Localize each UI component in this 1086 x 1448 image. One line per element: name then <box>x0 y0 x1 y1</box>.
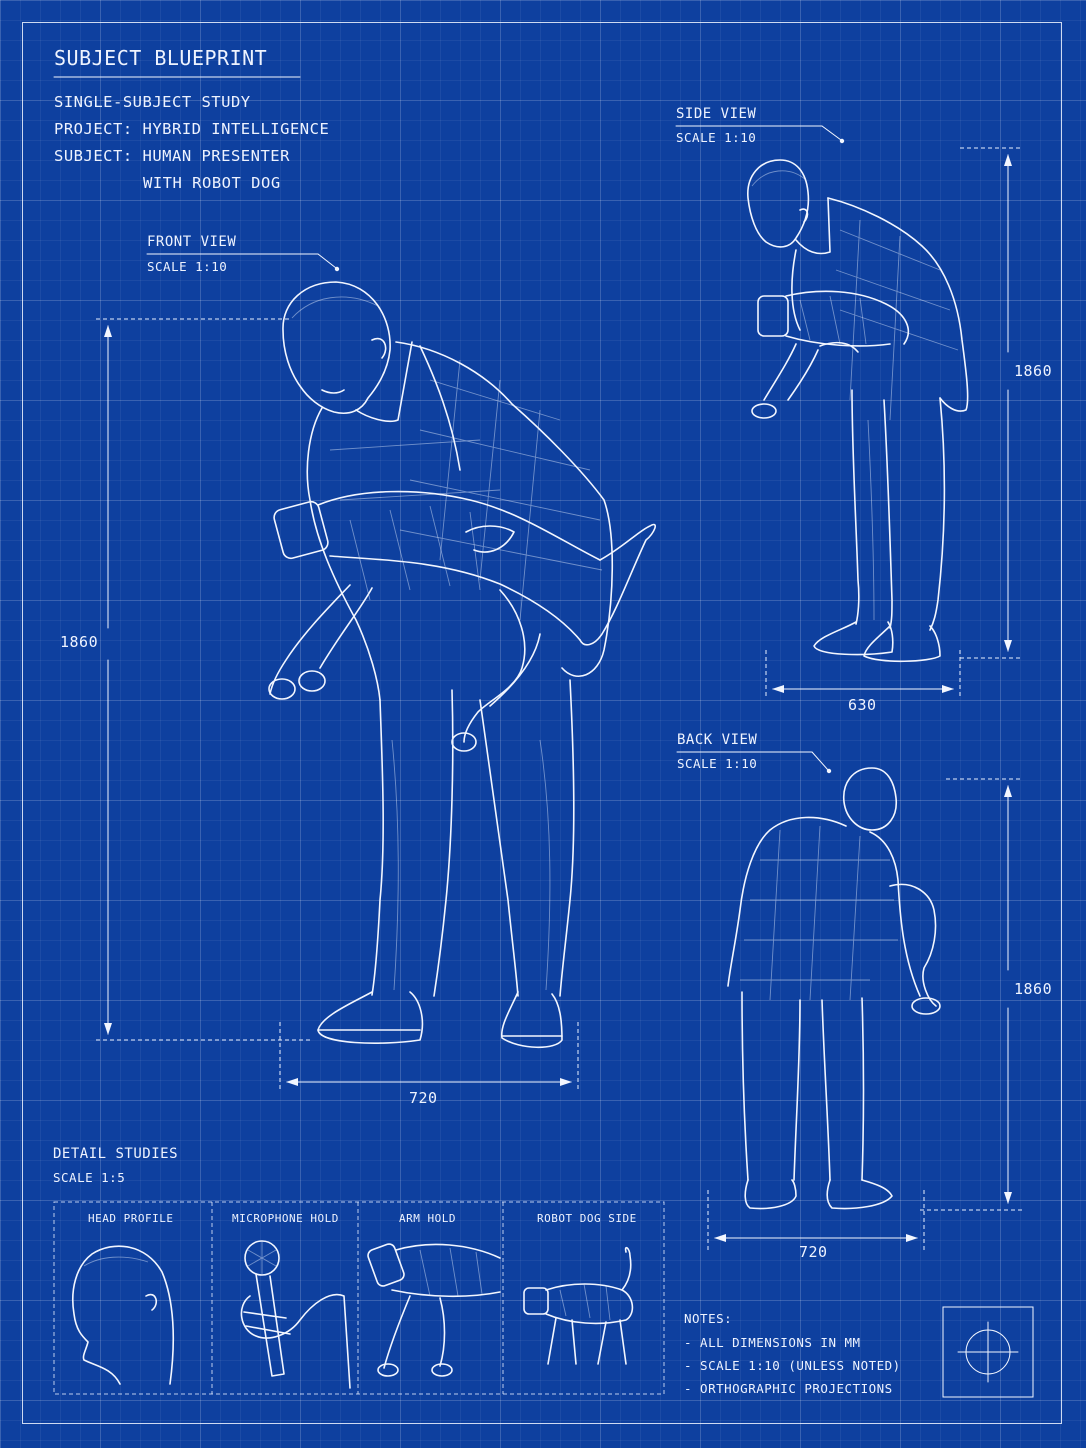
detail-studies-scale: SCALE 1:5 <box>53 1170 126 1185</box>
side-view-figure <box>748 160 968 661</box>
head-profile-sketch <box>73 1246 173 1384</box>
page-title: SUBJECT BLUEPRINT <box>54 46 268 70</box>
front-view-leader <box>147 254 339 271</box>
front-height-dimension: 1860 <box>60 633 99 651</box>
meta-line-study: SINGLE-SUBJECT STUDY <box>54 93 251 111</box>
front-view-label: FRONT VIEW <box>147 234 237 250</box>
back-view-scale: SCALE 1:10 <box>677 756 758 771</box>
side-width-dimension: 630 <box>848 696 877 714</box>
side-view-label: SIDE VIEW <box>676 106 757 122</box>
panel-robot-dog-side-label: ROBOT DOG SIDE <box>537 1212 637 1225</box>
meta-line-subject: SUBJECT: HUMAN PRESENTER <box>54 147 290 165</box>
back-height-dimension-line <box>920 779 1022 1210</box>
back-width-dimension: 720 <box>799 1243 828 1261</box>
note-item-projections: - ORTHOGRAPHIC PROJECTIONS <box>684 1381 893 1396</box>
side-height-dimension-line <box>960 148 1022 658</box>
meta-line-subject-cont: WITH ROBOT DOG <box>143 174 281 192</box>
panel-microphone-hold-label: MICROPHONE HOLD <box>232 1212 339 1225</box>
back-view-leader <box>677 752 831 773</box>
back-view-label: BACK VIEW <box>677 732 758 748</box>
robot-dog-side-sketch <box>524 1248 632 1364</box>
side-view-leader <box>676 126 844 143</box>
meta-line-project: PROJECT: HYBRID INTELLIGENCE <box>54 120 330 138</box>
side-width-dimension-line <box>766 650 960 698</box>
side-height-dimension: 1860 <box>1014 362 1053 380</box>
detail-studies-label: DETAIL STUDIES <box>53 1146 179 1162</box>
front-width-dimension-line <box>280 1022 578 1092</box>
front-view-figure <box>269 282 655 1047</box>
back-width-dimension-line <box>708 1190 924 1250</box>
note-item-scale: - SCALE 1:10 (UNLESS NOTED) <box>684 1358 901 1373</box>
microphone-hold-sketch <box>241 1241 350 1388</box>
front-width-dimension: 720 <box>409 1089 438 1107</box>
notes-title: NOTES: <box>684 1311 733 1326</box>
note-item-dimensions: - ALL DIMENSIONS IN MM <box>684 1335 861 1350</box>
panel-head-profile-label: HEAD PROFILE <box>88 1212 174 1225</box>
back-height-dimension: 1860 <box>1014 980 1053 998</box>
front-view-scale: SCALE 1:10 <box>147 259 228 274</box>
side-view-scale: SCALE 1:10 <box>676 130 757 145</box>
detail-studies-panel <box>54 1202 664 1394</box>
arm-hold-sketch <box>366 1242 500 1376</box>
crosshair-target-icon <box>943 1307 1033 1397</box>
panel-arm-hold-label: ARM HOLD <box>399 1212 456 1225</box>
back-view-figure <box>728 768 940 1209</box>
